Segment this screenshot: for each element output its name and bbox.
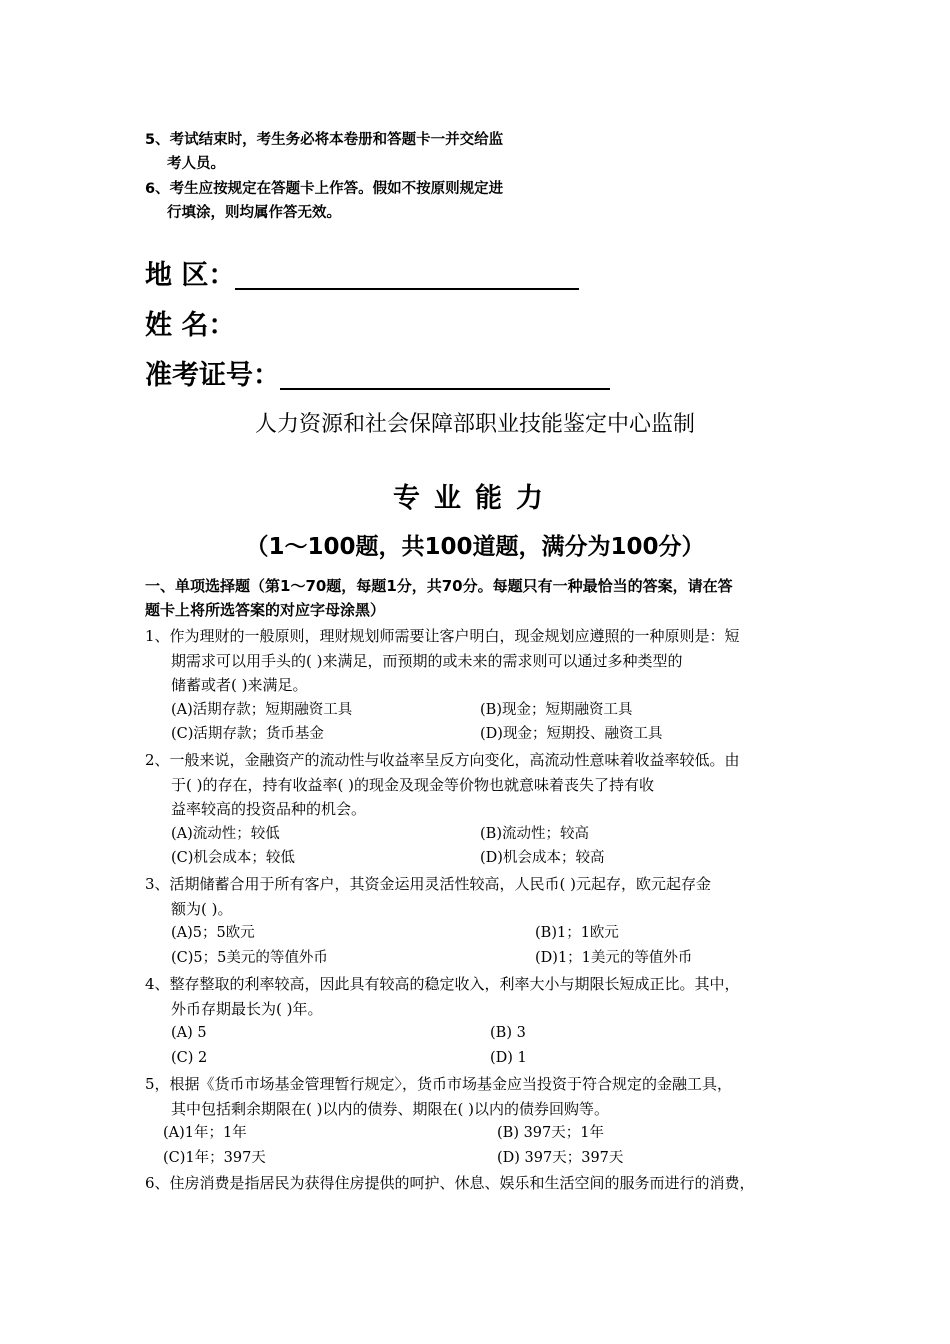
- name-field: [145, 308, 235, 344]
- option-d[interactable]: (D) 1: [490, 1049, 527, 1066]
- question-1-options-row2: [145, 722, 815, 747]
- question-3-options-row1: [145, 921, 815, 946]
- notice-6-line1: 6、考生应按规定在答题卡上作答。假如不按原则规定进: [145, 181, 504, 197]
- question-4-line2: 外币存期最长为( )年。: [171, 999, 323, 1018]
- option-c[interactable]: (C)机会成本；较低: [171, 850, 295, 866]
- name-label: 姓 名：: [145, 310, 236, 341]
- option-b[interactable]: (B) 3: [490, 1025, 526, 1041]
- section-heading-line2: 题卡上将所选答案的对应字母涂黑）: [145, 601, 386, 619]
- question-2-line2: 于( )的存在，持有收益率( )的现金及现金等价物也就意味着丧失了持有收: [171, 775, 654, 794]
- option-c[interactable]: (C)1年；397天: [163, 1149, 266, 1166]
- question-2: [145, 748, 815, 871]
- exam-id-label: 准考证号：: [145, 360, 280, 391]
- option-c[interactable]: (C) 2: [171, 1049, 208, 1066]
- question-5-line1: 5，根据《货币市场基金管理暂行规定〉，货币市场基金应当投资于符合规定的金融工具，: [145, 1075, 733, 1093]
- supervisor-line: 人力资源和社会保障部职业技能鉴定中心监制: [254, 412, 695, 437]
- question-2-options-row1: [145, 822, 815, 847]
- question-1: [145, 624, 815, 747]
- notice-5: [145, 128, 575, 176]
- question-1-line1: 1、作为理财的一般原则，理财规划师需要让客户明白，现金规划应遵照的一种原则是：短: [145, 627, 740, 645]
- option-b[interactable]: (B)现金；短期融资工具: [480, 701, 633, 718]
- option-d[interactable]: (D)机会成本；较高: [480, 850, 605, 866]
- question-1-line3: 储蓄或者( )来满足。: [171, 676, 308, 694]
- exam-id-blank-line[interactable]: [280, 358, 610, 390]
- option-d[interactable]: (D)1；1美元的等值外币: [535, 949, 693, 966]
- exam-id-field: [145, 358, 610, 394]
- question-3-options-row2: [145, 946, 815, 971]
- option-d[interactable]: (D)现金；短期投、融资工具: [480, 726, 663, 742]
- option-d[interactable]: (D) 397天；397天: [497, 1149, 624, 1166]
- question-4-options-row2: [145, 1046, 815, 1071]
- question-4: [145, 972, 815, 1070]
- question-3-line2: 额为( )。: [171, 899, 233, 918]
- section-heading: [145, 574, 813, 622]
- question-3: [145, 872, 815, 970]
- section-heading-line1: 一、单项选择题（第1～70题，每题1分，共70分。每题只有一种最恰当的答案，请在答: [145, 577, 733, 595]
- question-2-options-row2: [145, 846, 815, 871]
- question-1-line2: 期需求可以用手头的( )来满足，而预期的或未来的需求则可以通过多种类型的: [171, 651, 683, 670]
- question-6: [145, 1171, 815, 1196]
- notice-5-line1: 5、考试结束时，考生务必将本卷册和答题卡一并交给监: [145, 132, 504, 148]
- question-3-line1: 3、活期储蓄合用于所有客户，其资金运用灵活性较高，人民币( )元起存，欧元起存金: [145, 875, 712, 893]
- region-label: 地 区：: [145, 260, 236, 291]
- option-c[interactable]: (C)5；5美元的等值外币: [171, 949, 328, 966]
- question-5: [145, 1072, 815, 1170]
- question-6-line1: 6、住房消费是指居民为获得住房提供的呵护、休息、娱乐和生活空间的服务而进行的消费，: [145, 1174, 755, 1192]
- question-2-line3: 益率较高的投资品种的机会。: [171, 800, 367, 818]
- question-1-options-row1: [145, 698, 815, 723]
- page-title: 专业能力: [393, 483, 557, 514]
- question-2-line1: 2、一般来说，金融资产的流动性与收益率呈反方向变化，高流动性意味着收益率较低。由: [145, 751, 740, 769]
- region-field: [145, 258, 579, 294]
- question-5-options-row1: [145, 1121, 815, 1146]
- notice-5-line2: 考人员。: [167, 156, 225, 172]
- option-a[interactable]: (A)1年；1年: [163, 1125, 247, 1141]
- region-blank-line[interactable]: [235, 258, 579, 290]
- option-b[interactable]: (B)1；1欧元: [535, 925, 619, 941]
- question-5-options-row2: [145, 1146, 815, 1171]
- question-5-line2: 其中包括剩余期限在( )以内的债券、期限在( )以内的债券回购等。: [171, 1099, 609, 1118]
- option-c[interactable]: (C)活期存款；货币基金: [171, 726, 324, 742]
- option-b[interactable]: (B)流动性；较高: [480, 825, 589, 842]
- option-a[interactable]: (A)活期存款；短期融资工具: [171, 701, 353, 718]
- option-a[interactable]: (A)流动性；较低: [171, 825, 280, 842]
- question-4-options-row1: [145, 1021, 815, 1046]
- notice-6: [145, 177, 575, 225]
- option-b[interactable]: (B) 397天；1年: [497, 1125, 604, 1141]
- page-subtitle: （1～100题，共100道题，满分为100分）: [245, 534, 705, 560]
- question-4-line1: 4、整存整取的利率较高，因此具有较高的稳定收入，利率大小与期限长短成正比。其中，: [145, 975, 740, 993]
- option-a[interactable]: (A)5；5欧元: [171, 925, 255, 941]
- notice-6-line2: 行填涂，则均属作答无效。: [167, 205, 341, 221]
- option-a[interactable]: (A) 5: [171, 1025, 207, 1041]
